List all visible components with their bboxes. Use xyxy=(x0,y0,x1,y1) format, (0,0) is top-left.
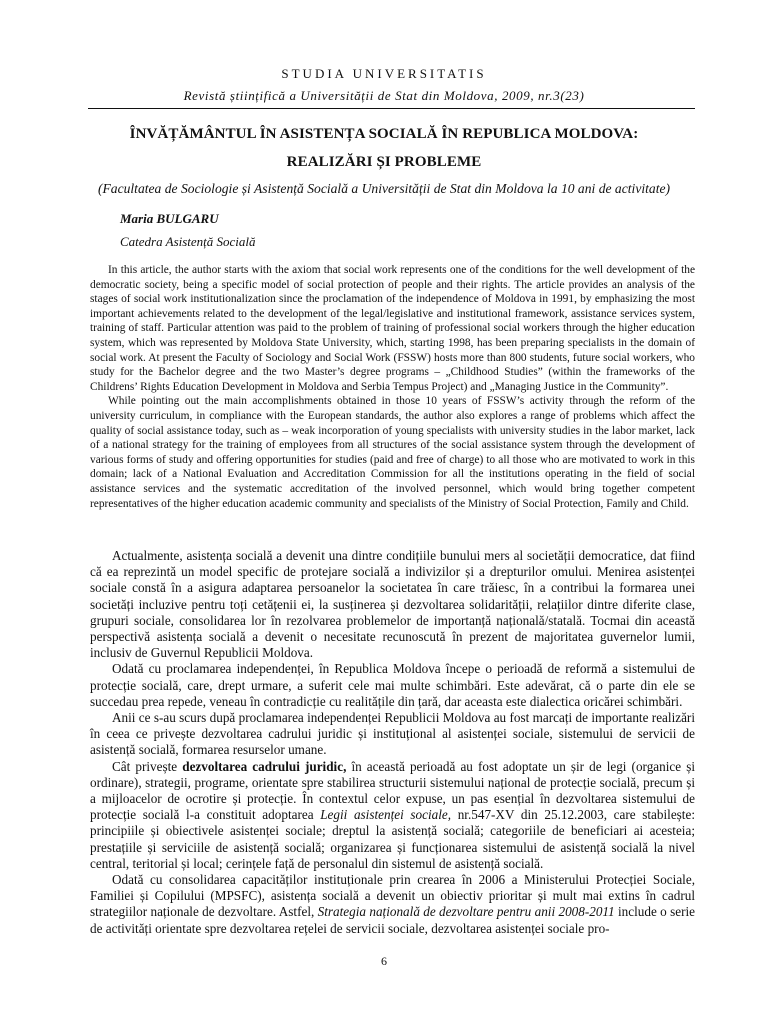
abstract-paragraph: While pointing out the main accomplishments obtained in those 10 years of FSSW’s activity through the reform of the university curriculum, in compliance with the European standards, the author also explores a range of problems which affect the quality of social assistance today, such as – weak incorporation of young specialists with university studies in the labor market, lack of a national strategy for the training of employees from all structures of the social assistance system through the development of various forms of study and offering opportunities for studies (paid and free of charge) to all those who are motivated to work in this domain; lack of a National Evaluation and Accreditation Commission for all the institutions operating in the field of social assistance services and the systematic accreditation of the involved personnel, which would bring together competent representatives of the higher education academic community and specialists of the Ministry of Social Protection, Family and Child. xyxy=(90,395,695,510)
body-text: Cât privește xyxy=(112,758,183,774)
body-paragraph xyxy=(90,759,695,872)
abstract-paragraph: In this article, the author starts with the axiom that social work represents one of the conditions for the well development of the democratic society, being a specific model of social protection of people and their rights. The article provides an analysis of the stages of social work institutionalization since the proclamation of the independence of Moldova in 1991, by emphasizing the most important achievements related to the development of the legal/legislative and institutional framework, assistance services system, training of staff. Particular attention was paid to the problem of training of professional social workers through the higher education system, which was represented by Moldova State University, which, starting 1998, has been preparing specialists in the domain of social work. At present the Faculty of Sociology and Social Work (FSSW) hosts more than 800 students, future social workers, who study for the Bachelor degree and the two Master’s degree programs – „Childhood Studies” (within the frameworks of the Childrens’ Rights Education Development in Moldova and Serbia Tempus Project) and „Managing Justice in the Community”. xyxy=(90,264,695,393)
abstract xyxy=(90,263,695,511)
header-rule xyxy=(88,108,695,109)
body-paragraph: Actualmente, asistența socială a devenit una dintre condițiile bunului mers al societății democratice, dat fiind că ea reprezintă un model specific de protejare socială a indivizilor și a drepturilor omului. Menirea asistenței sociale constă în a asigura adaptarea persoanelor la societatea în care trăiesc, în a contribui la formarea unei societăți incluzive pentru toți cetățenii ei, la susținerea și dezvoltarea solidarității, relațiilor dintre diferite clase, grupuri sociale, consolidarea lor în rezolvarea problemelor de importanță națională/statală. Tocmai din această perspectivă asistența socială a devenit o necesitate recunoscută în prezent de majoritatea guvernelor lumii, inclusiv de Guvernul Republicii Moldova. xyxy=(90,548,695,661)
author-name: Maria BULGARU xyxy=(120,211,219,226)
body-italic: Strategia națională de dezvoltare pentru anii 2008-2011 xyxy=(317,904,615,920)
body-text: include o serie de activități orientate spre dezvoltarea rețelei de servicii sociale, dezvoltarea asistenței sociale pro- xyxy=(90,904,696,936)
body-text: nr.547-XV din 25.12.2003, care stabilește: principiile și obiectivele asistenței sociale; dreptul la asistență socială; categoriile de beneficiari ai acesteia; prestațiile și serviciile de asistență socială; organizarea și funcționarea sistemului de asistență socială la nivel central, teritorial și local; cerințele față de personalul din sistemul de asistență socială. xyxy=(90,807,695,871)
article-title-line-2: REALIZĂRI ȘI PROBLEME xyxy=(286,154,482,170)
author-affiliation: Catedra Asistență Socială xyxy=(120,234,256,249)
body-paragraph: Anii ce s-au scurs după proclamarea independenței Republicii Moldova au fost marcați de importante realizări în ceea ce privește dezvoltarea cadrului juridic și instituțional al asistenței sociale, sistemului de servicii de asistență socială, formarea resurselor umane. xyxy=(90,710,695,758)
page-number: 6 xyxy=(381,954,387,968)
journal-title: STUDIA UNIVERSITATIS xyxy=(281,66,487,81)
body-text: în această perioadă au fost adoptate un șir de legi (organice și ordinare), strategii, programe, orientate spre stabilirea structurii sistemului național de protecție socială, precum și a mijloacelor de ocrotire și protecție. În contextul celor expuse, un pas esențial în dezvoltarea sistemului de protecție socială l-a constituit adoptarea xyxy=(90,758,695,823)
article-title-line-1: ÎNVĂȚĂMÂNTUL ÎN ASISTENȚA SOCIALĂ ÎN REPUBLICA MOLDOVA: xyxy=(129,126,639,142)
body-emphasis: dezvoltarea cadrului juridic, xyxy=(182,758,347,774)
body-paragraph: Odată cu proclamarea independenței, în Republica Moldova începe o perioadă de reformă a sistemului de protecție socială, care, drept urmare, a suferit cele mai multe schimbări. Este adevărat, că o parte din ele se succedau prea repede, veneau în contradicție cu realitățile din țară, dar aceasta este dialectica oricărei schimbări. xyxy=(90,661,695,709)
article-subtitle: (Facultatea de Sociologie și Asistență Socială a Universității de Stat din Moldova la 10 ani de activitate) xyxy=(97,181,671,196)
journal-issue: Revistă științifică a Universității de Stat din Moldova, 2009, nr.3(23) xyxy=(183,88,585,103)
body-italic: Legii asistenței sociale, xyxy=(320,807,452,823)
body-paragraph xyxy=(90,872,695,937)
body-text: Odată cu consolidarea capacităților instituționale prin crearea în 2006 a Ministerului Protecției Sociale, Familiei și Copilului (MPSFC), asistența socială a devenit un obiectiv prioritar și mult mai extins în cadrul strategiilor naționale de dezvoltare. Astfel, xyxy=(90,872,695,920)
article-body xyxy=(90,548,695,937)
